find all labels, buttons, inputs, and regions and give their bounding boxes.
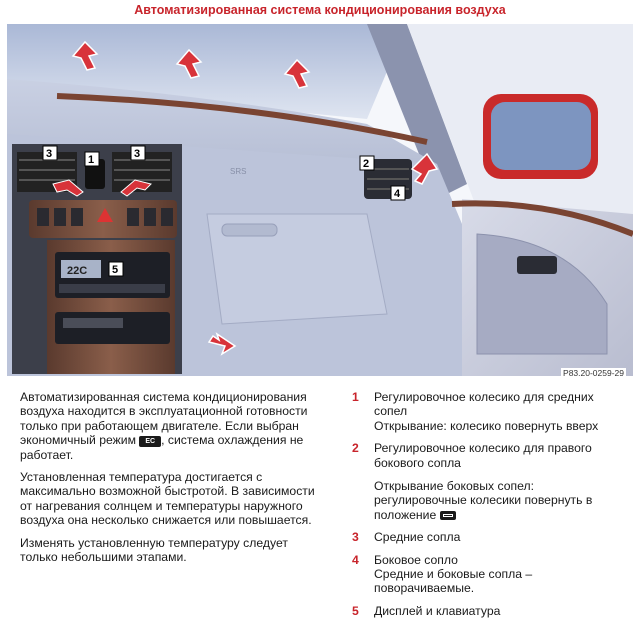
callout-1: 1: [88, 154, 95, 166]
vent-position-icon: [440, 511, 456, 520]
paragraph-3: Изменять установленную температуру следует только небольшими этапами.: [20, 535, 288, 565]
legend-list: [352, 390, 627, 626]
legend-item-1: 1 Регулировочное колесико для средних сопел Открывание: колесико повернуть вверх: [352, 390, 599, 433]
display-temperature: 22C: [67, 265, 88, 277]
figure-code: P83.20-0259-29: [563, 368, 624, 378]
callout-3-right: 3: [134, 148, 141, 160]
legend-item-5: 5 Дисплей и клавиатура: [352, 603, 501, 618]
ec-badge-icon: EC: [139, 436, 161, 447]
callout-5: 5: [112, 264, 119, 276]
page-title: Автоматизированная система кондиционирования воздуха: [134, 3, 506, 17]
legend-item-2: 2 Регулировочное колесико для правого бокового сопла Открывание боковых сопел: регулировочные колесики повернуть в положение: [352, 441, 593, 522]
callout-4: 4: [394, 188, 401, 200]
legend-item-3: 3 Средние сопла: [352, 530, 461, 545]
paragraph-1: Автоматизированная система кондиционирования воздуха находится в эксплуатационной готовности только при работающем двигателе. Если выбран экономичный режим EC , система охлаждения не работает.: [20, 390, 308, 462]
dashboard-illustration: [7, 24, 633, 376]
paragraph-2: Установленная температура достигается с максимально возможной быстротой. В зависимости от нагревания солнцем и температуры наружного воздуха она несколько снижается или повышается.: [20, 470, 315, 528]
airbag-label: SRS: [230, 167, 247, 176]
legend-item-4: 4 Боковое сопло Средние и боковые сопла – поворачиваемые.: [352, 552, 533, 596]
description-column: [20, 390, 320, 572]
callout-2: 2: [363, 158, 370, 170]
callout-3-left: 3: [46, 148, 53, 160]
